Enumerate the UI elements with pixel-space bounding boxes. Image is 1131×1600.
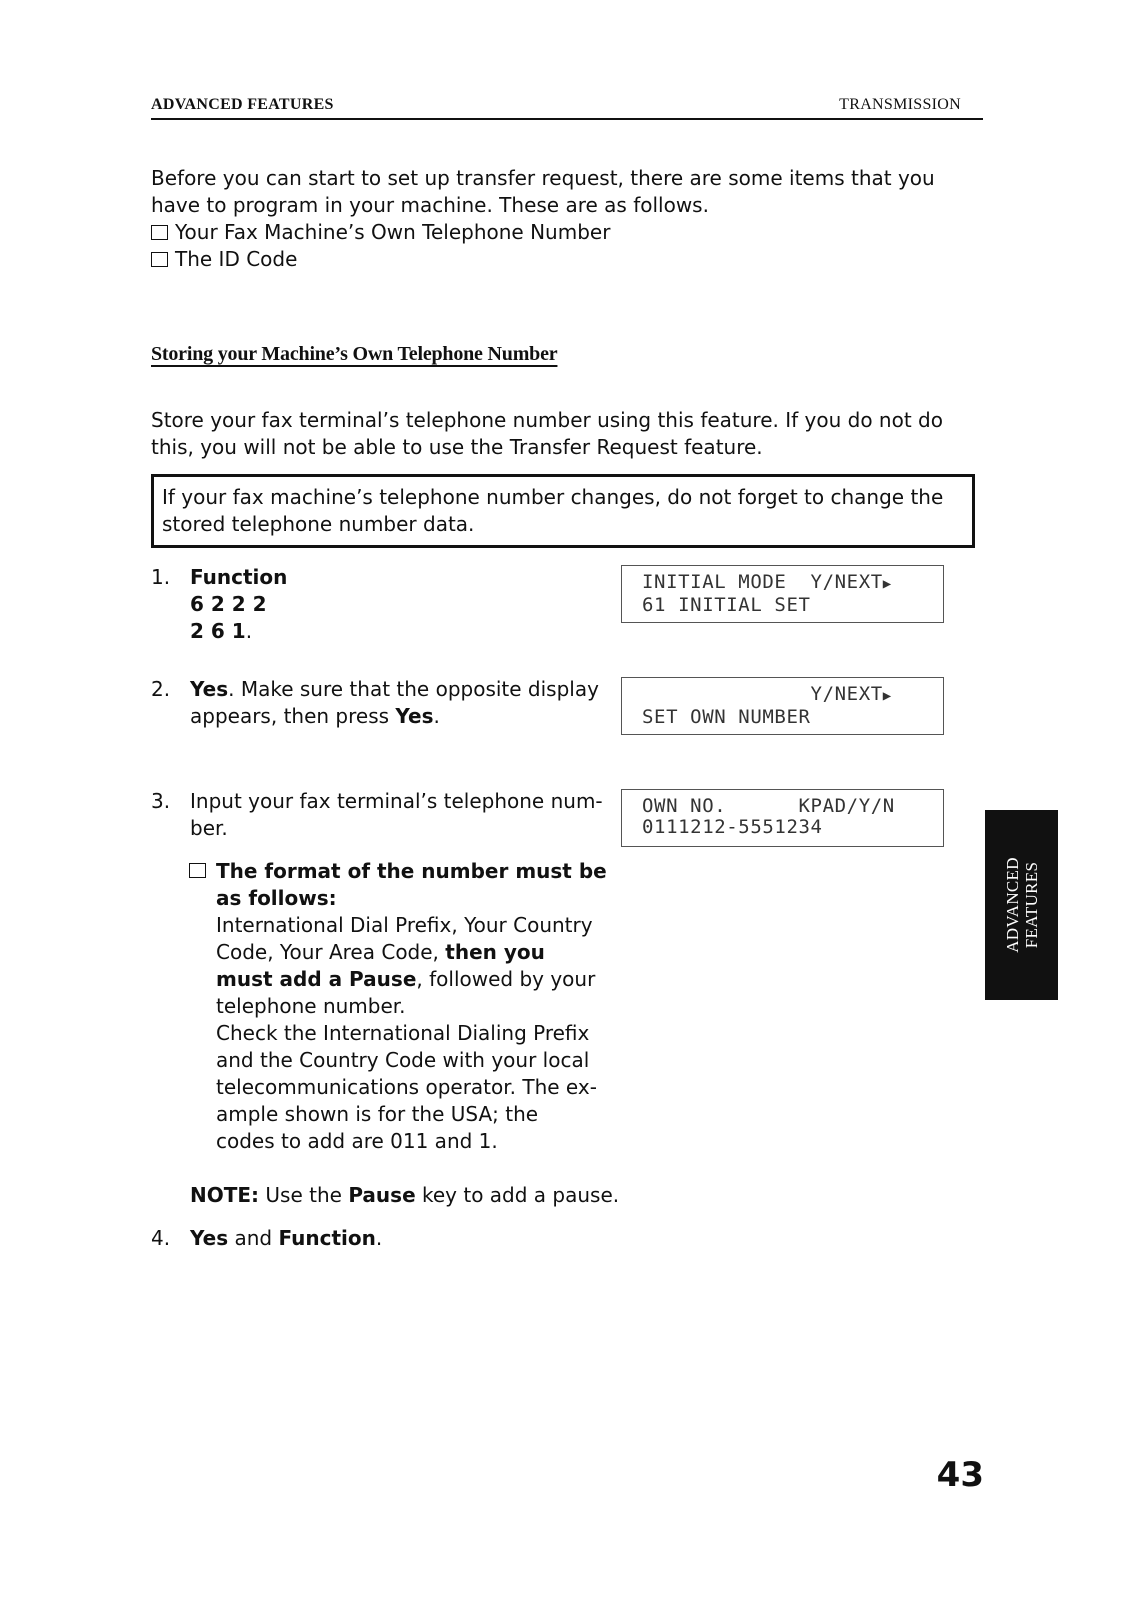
format-text: and the Country Code with your local <box>216 1048 590 1072</box>
step-2 <box>151 676 611 736</box>
format-emphasis: then you <box>445 940 545 964</box>
side-tab-label <box>1003 857 1041 953</box>
intro-item-label: Your Fax Machine’s Own Telephone Number <box>175 220 611 244</box>
lcd-display-2 <box>621 677 944 735</box>
intro-line-2: have to program in your machine. These are as follows. <box>151 193 709 217</box>
step-text-part: and <box>228 1226 279 1250</box>
format-heading-line-2: as follows: <box>216 886 337 910</box>
format-text: , followed by your <box>416 967 596 991</box>
side-tab-line-2: FEATURES <box>1021 861 1041 949</box>
format-text: codes to add are 011 and 1. <box>216 1129 498 1153</box>
note-label: NOTE: <box>190 1183 260 1207</box>
lcd-line-2: SET OWN NUMBER <box>642 706 811 728</box>
format-emphasis: must add a Pause <box>216 967 417 991</box>
number-format-content <box>216 858 616 1155</box>
step-text-tail: . <box>375 1226 383 1250</box>
format-text: Check the International Dialing Prefix <box>216 1021 590 1045</box>
note-box-line-2: stored telephone number data. <box>162 512 475 536</box>
lcd-line-2: 0111212-5551234 <box>642 816 823 838</box>
step-3 <box>151 788 611 848</box>
note-box-line-1: If your fax machine’s telephone number changes, do not forget to change the <box>162 485 944 509</box>
format-text: ample shown is for the USA; the <box>216 1102 539 1126</box>
step-text-tail: . <box>433 704 440 728</box>
lcd-line-2: 61 INITIAL SET <box>642 594 811 616</box>
section-heading: Storing your Machine’s Own Telephone Number <box>151 343 558 365</box>
header-rule <box>151 118 983 120</box>
checkbox-icon <box>151 252 168 267</box>
format-text: telephone number. <box>216 994 406 1018</box>
step-text-line: Input your fax terminal’s telephone num- <box>190 789 603 813</box>
intro-item-1 <box>151 219 991 246</box>
lcd-line-1: Y/NEXT <box>642 683 883 705</box>
note-text: Use the <box>259 1183 349 1207</box>
format-text: International Dial Prefix, Your Country <box>216 913 593 937</box>
checkbox-icon <box>189 863 206 878</box>
note-text: key to add a pause. <box>415 1183 620 1207</box>
step-number: 4. <box>151 1226 171 1250</box>
page-number: 43 <box>936 1455 984 1495</box>
step-text <box>190 1225 382 1252</box>
intro-item-2 <box>151 246 991 273</box>
key-function: Function <box>278 1226 376 1250</box>
step-text-part: appears, then press <box>190 704 396 728</box>
important-note-box <box>151 474 975 548</box>
format-text: telecommunications operator. The ex- <box>216 1075 597 1099</box>
key-pause: Pause <box>348 1183 416 1207</box>
section-paragraph <box>151 407 971 461</box>
intro-item-label: The ID Code <box>175 247 298 271</box>
key-yes: Yes <box>190 1226 229 1250</box>
lcd-display-1 <box>621 565 944 623</box>
checkbox-icon <box>151 225 168 240</box>
lcd-line-1: INITIAL MODE Y/NEXT <box>642 571 883 593</box>
intro-line-1: Before you can start to set up transfer request, there are some items that you <box>151 166 935 190</box>
running-header-chapter: TRANSMISSION <box>839 96 961 113</box>
format-heading-line-1: The format of the number must be <box>216 859 607 883</box>
intro-paragraph <box>151 165 991 273</box>
key-yes: Yes <box>395 704 434 728</box>
pause-note <box>190 1182 619 1209</box>
section-paragraph-line-2: this, you will not be able to use the Transfer Request feature. <box>151 435 763 459</box>
step-text <box>190 788 620 842</box>
next-arrow-icon: ▶ <box>882 576 892 592</box>
chapter-side-tab <box>985 810 1058 1000</box>
key-sequence: Function 6 2 2 2 2 6 1 <box>190 565 288 643</box>
format-text: Code, Your Area Code, <box>216 940 446 964</box>
step-text <box>190 676 620 730</box>
step-text-part: . Make sure that the opposite display <box>228 677 599 701</box>
running-header-section: ADVANCED FEATURES <box>151 96 334 113</box>
next-arrow-icon: ▶ <box>882 688 892 704</box>
step-text <box>190 564 287 645</box>
step-text-tail: . <box>245 619 253 643</box>
lcd-display-3 <box>621 789 944 847</box>
key-yes: Yes <box>190 677 229 701</box>
step-number: 3. <box>151 789 171 813</box>
lcd-line-1: OWN NO. KPAD/Y/N <box>642 795 895 817</box>
section-paragraph-line-1: Store your fax terminal’s telephone number using this feature. If you do not do <box>151 408 943 432</box>
step-number: 2. <box>151 677 171 701</box>
step-number: 1. <box>151 565 171 589</box>
side-tab-line-1: ADVANCED <box>1002 857 1022 953</box>
step-text-line: ber. <box>190 816 228 840</box>
